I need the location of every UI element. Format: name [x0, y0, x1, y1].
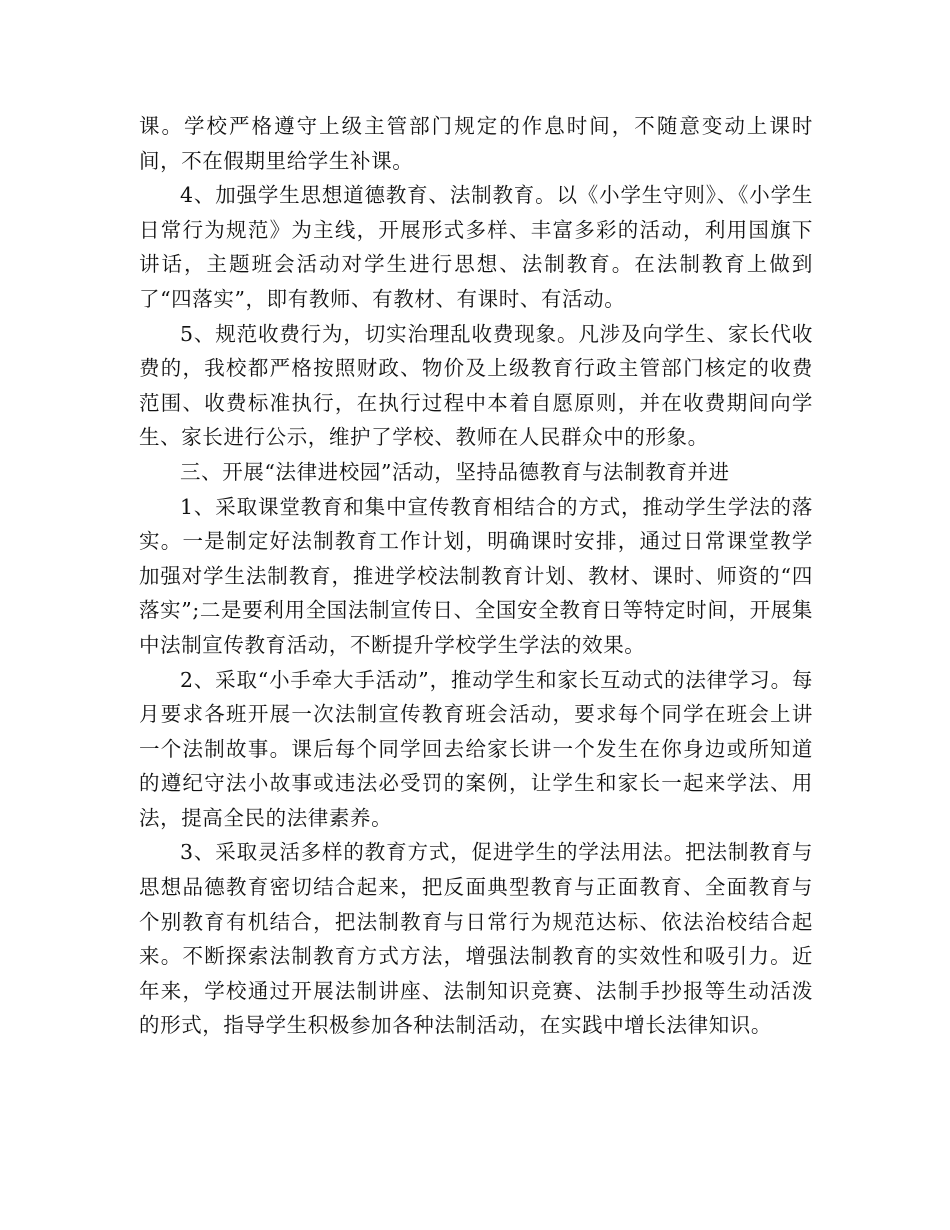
- document-body: [139, 109, 813, 1043]
- paragraph-item-2: 2、采取“小手牵大手活动”，推动学生和家长互动式的法律学习。每月要求各班开展一次法制宣传教育班会活动，要求每个同学在班会上讲一个法制故事。课后每个同学回去给家长讲一个发生在你身边或所知道的遵纪守法小故事或违法必受罚的案例，让学生和家长一起来学法、用法，提高全民的法律素养。: [139, 667, 813, 830]
- paragraph-item-1: 1、采取课堂教育和集中宣传教育相结合的方式，推动学生学法的落实。一是制定好法制教育工作计划，明确课时安排，通过日常课堂教学加强对学生法制教育，推进学校法制教育计划、教材、课时、师资的“四落实”;二是要利用全国法制宣传日、全国安全教育日等特定时间，开展集中法制宣传教育活动，不断提升学校学生学法的效果。: [139, 494, 813, 657]
- paragraph-item-3: 3、采取灵活多样的教育方式，促进学生的学法用法。把法制教育与思想品德教育密切结合起来，把反面典型教育与正面教育、全面教育与个别教育有机结合，把法制教育与日常行为规范达标、依法治校结合起来。不断探索法制教育方式方法，增强法制教育的实效性和吸引力。近年来，学校通过开展法制讲座、法制知识竞赛、法制手抄报等生动活泼的形式，指导学生积极参加各种法制活动，在实践中增长法律知识。: [139, 840, 813, 1038]
- paragraph-item-5: 5、规范收费行为，切实治理乱收费现象。凡涉及向学生、家长代收费的，我校都严格按照财政、物价及上级教育行政主管部门核定的收费范围、收费标准执行，在执行过程中本着自愿原则，并在收费期间向学生、家长进行公示，维护了学校、教师在人民群众中的形象。: [139, 321, 813, 450]
- paragraph-continuation: 课。学校严格遵守上级主管部门规定的作息时间，不随意变动上课时间，不在假期里给学生补课。: [139, 114, 813, 173]
- paragraph-item-4: 4、加强学生思想道德教育、法制教育。以《小学生守则》、《小学生日常行为规范》为主线，开展形式多样、丰富多彩的活动，利用国旗下讲话，主题班会活动对学生进行思想、法制教育。在法制教育上做到了“四落实”，即有教师、有教材、有课时、有活动。: [139, 183, 813, 311]
- section-heading-3: 三、开展“法律进校园”活动，坚持品德教育与法制教育并进: [180, 459, 730, 484]
